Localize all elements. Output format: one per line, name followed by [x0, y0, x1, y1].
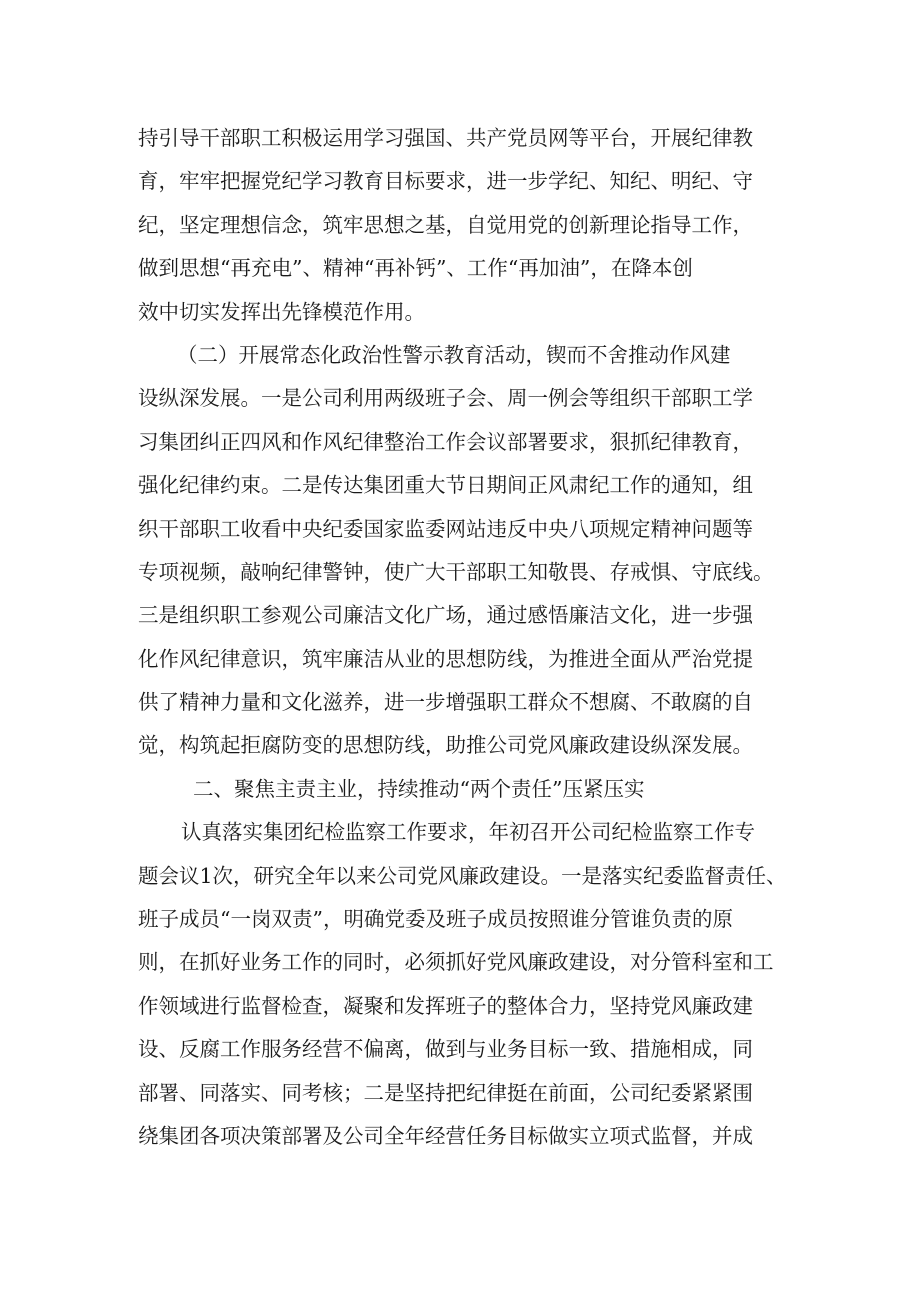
text-line: 题会议1次，研究全年以来公司党风廉政建设。一是落实纪委监督责任、	[138, 863, 787, 888]
text-line: 做到思想“再充电”、精神“再补钙”、工作“再加油”，在降本创	[138, 256, 693, 281]
text-line: 专项视频，敲响纪律警钟，使广大干部职工知敬畏、存戒惧、守底线。	[138, 559, 774, 584]
text-line: 班子成员“一岗双责”，明确党委及班子成员按照谁分管谁负责的原	[138, 907, 733, 932]
text-line: 作领域进行监督检查，凝聚和发挥班子的整体合力，坚持党风廉政建	[138, 993, 753, 1018]
text-line: 设纵深发展。一是公司利用两级班子会、周一例会等组织干部职工学	[138, 386, 753, 411]
text-line: 设、反腐工作服务经营不偏离，做到与业务目标一致、措施相成，同	[138, 1037, 753, 1062]
text-line: 则，在抓好业务工作的同时，必须抓好党风廉政建设，对分管科室和工	[138, 950, 774, 975]
text-line: 觉，构筑起拒腐防变的思想防线，助推公司党风廉政建设纵深发展。	[138, 733, 753, 758]
section-heading: 二、聚焦主责主业，持续推动“两个责任”压紧压实	[193, 776, 645, 801]
subsection-heading-line: （二）开展常态化政治性警示教育活动，锲而不舍推动作风建	[177, 342, 731, 367]
text-line: 效中切实发挥出先锋模范作用。	[138, 299, 425, 324]
text-line: 习集团纠正四风和作风纪律整治工作会议部署要求，狠抓纪律教育，	[138, 429, 753, 454]
text-line: 部署、同落实、同考核；二是坚持把纪律挺在前面，公司纪委紧紧围	[138, 1080, 753, 1105]
text-line: 持引导干部职工积极运用学习强国、共产党员网等平台，开展纪律教	[138, 126, 753, 150]
text-line: 纪，坚定理想信念，筑牢思想之基，自觉用党的创新理论指导工作，	[138, 212, 753, 237]
document-body	[138, 117, 798, 1158]
text-line: 供了精神力量和文化滋养，进一步增强职工群众不想腐、不敢腐的自	[138, 690, 753, 715]
text-line: 强化纪律约束。二是传达集团重大节日期间正风肃纪工作的通知，组	[138, 473, 753, 498]
text-line: 三是组织职工参观公司廉洁文化广场，通过感悟廉洁文化，进一步强	[138, 603, 753, 628]
paragraph-first-line: 认真落实集团纪检监察工作要求，年初召开公司纪检监察工作专	[181, 820, 755, 845]
text-line: 化作风纪律意识，筑牢廉洁从业的思想防线，为推进全面从严治党提	[138, 646, 753, 671]
text-line: 育，牢牢把握党纪学习教育目标要求，进一步学纪、知纪、明纪、守	[138, 169, 753, 194]
text-line: 绕集团各项决策部署及公司全年经营任务目标做实立项式监督，并成	[138, 1123, 753, 1148]
text-line: 织干部职工收看中央纪委国家监委网站违反中央八项规定精神问题等	[138, 516, 753, 541]
